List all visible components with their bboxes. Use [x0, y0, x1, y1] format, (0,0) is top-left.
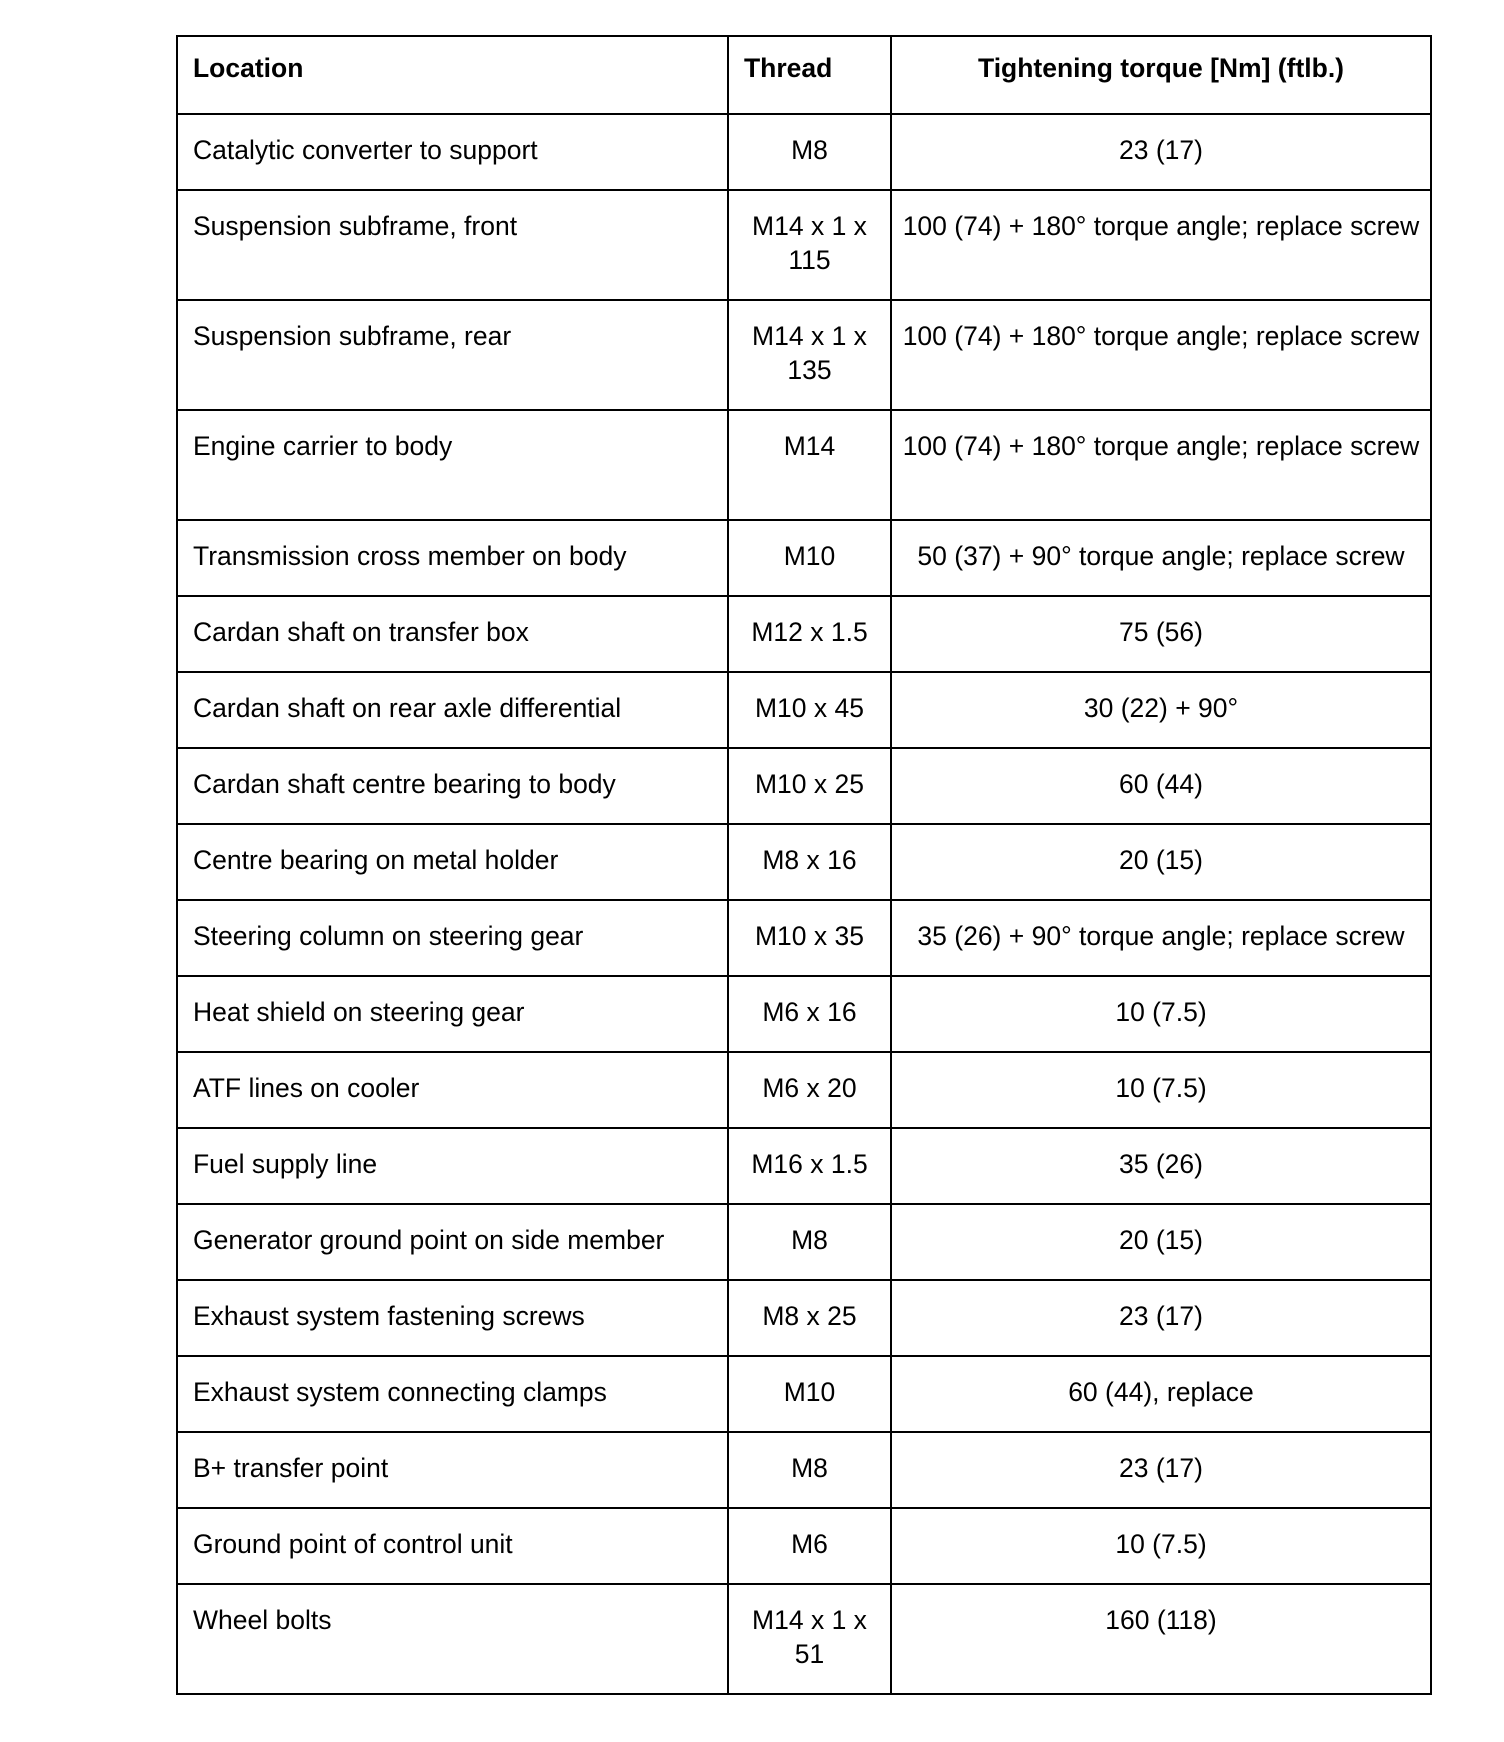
- cell-location: Suspension subframe, rear: [177, 300, 728, 410]
- cell-torque: 10 (7.5): [891, 1052, 1431, 1128]
- cell-location: ATF lines on cooler: [177, 1052, 728, 1128]
- cell-location: Exhaust system connecting clamps: [177, 1356, 728, 1432]
- table-row: [177, 1280, 1431, 1356]
- cell-thread: M16 x 1.5: [728, 1128, 891, 1204]
- table-row: [177, 1052, 1431, 1128]
- table-row: [177, 1432, 1431, 1508]
- header-row: [177, 36, 1431, 114]
- cell-torque: 35 (26) + 90° torque angle; replace screw: [891, 900, 1431, 976]
- table-row: [177, 1584, 1431, 1694]
- cell-torque: 23 (17): [891, 114, 1431, 190]
- cell-location: Suspension subframe, front: [177, 190, 728, 300]
- table-row: [177, 520, 1431, 596]
- cell-location: Generator ground point on side member: [177, 1204, 728, 1280]
- cell-torque: 60 (44), replace: [891, 1356, 1431, 1432]
- cell-thread: M12 x 1.5: [728, 596, 891, 672]
- cell-location: Steering column on steering gear: [177, 900, 728, 976]
- table-row: [177, 410, 1431, 520]
- table-row: [177, 976, 1431, 1052]
- cell-thread: M10 x 45: [728, 672, 891, 748]
- cell-torque: 75 (56): [891, 596, 1431, 672]
- cell-thread: M10 x 35: [728, 900, 891, 976]
- cell-torque: 20 (15): [891, 1204, 1431, 1280]
- table-row: [177, 300, 1431, 410]
- cell-location: Wheel bolts: [177, 1584, 728, 1694]
- header-torque: Tightening torque [Nm] (ftlb.): [891, 36, 1431, 114]
- table-row: [177, 1204, 1431, 1280]
- cell-torque: 100 (74) + 180° torque angle; replace screw: [891, 410, 1431, 520]
- cell-location: Centre bearing on metal holder: [177, 824, 728, 900]
- cell-location: B+ transfer point: [177, 1432, 728, 1508]
- table-row: [177, 824, 1431, 900]
- cell-torque: 35 (26): [891, 1128, 1431, 1204]
- cell-torque: 60 (44): [891, 748, 1431, 824]
- cell-thread: M10 x 25: [728, 748, 891, 824]
- cell-thread: M6 x 20: [728, 1052, 891, 1128]
- cell-thread: M10: [728, 520, 891, 596]
- cell-location: Cardan shaft on transfer box: [177, 596, 728, 672]
- cell-location: Cardan shaft centre bearing to body: [177, 748, 728, 824]
- cell-thread: M8 x 25: [728, 1280, 891, 1356]
- cell-thread: M14 x 1 x 115: [728, 190, 891, 300]
- cell-location: Cardan shaft on rear axle differential: [177, 672, 728, 748]
- cell-torque: 10 (7.5): [891, 976, 1431, 1052]
- cell-torque: 23 (17): [891, 1432, 1431, 1508]
- cell-torque: 10 (7.5): [891, 1508, 1431, 1584]
- cell-thread: M8 x 16: [728, 824, 891, 900]
- cell-thread: M14 x 1 x 51: [728, 1584, 891, 1694]
- cell-location: Exhaust system fastening screws: [177, 1280, 728, 1356]
- cell-torque: 23 (17): [891, 1280, 1431, 1356]
- cell-thread: M6: [728, 1508, 891, 1584]
- table-row: [177, 672, 1431, 748]
- cell-torque: 160 (118): [891, 1584, 1431, 1694]
- table-row: [177, 1508, 1431, 1584]
- table-row: [177, 114, 1431, 190]
- cell-location: Transmission cross member on body: [177, 520, 728, 596]
- table-row: [177, 1356, 1431, 1432]
- cell-location: Fuel supply line: [177, 1128, 728, 1204]
- table-row: [177, 900, 1431, 976]
- header-thread: Thread: [728, 36, 891, 114]
- cell-location: Engine carrier to body: [177, 410, 728, 520]
- cell-thread: M14 x 1 x 135: [728, 300, 891, 410]
- table-row: [177, 190, 1431, 300]
- cell-torque: 100 (74) + 180° torque angle; replace screw: [891, 300, 1431, 410]
- cell-thread: M10: [728, 1356, 891, 1432]
- cell-torque: 50 (37) + 90° torque angle; replace screw: [891, 520, 1431, 596]
- cell-thread: M6 x 16: [728, 976, 891, 1052]
- cell-torque: 30 (22) + 90°: [891, 672, 1431, 748]
- cell-thread: M8: [728, 114, 891, 190]
- cell-torque: 20 (15): [891, 824, 1431, 900]
- cell-thread: M8: [728, 1432, 891, 1508]
- cell-location: Ground point of control unit: [177, 1508, 728, 1584]
- header-location: Location: [177, 36, 728, 114]
- cell-thread: M8: [728, 1204, 891, 1280]
- table-row: [177, 1128, 1431, 1204]
- torque-table: [176, 35, 1432, 1695]
- cell-location: Heat shield on steering gear: [177, 976, 728, 1052]
- cell-location: Catalytic converter to support: [177, 114, 728, 190]
- cell-torque: 100 (74) + 180° torque angle; replace screw: [891, 190, 1431, 300]
- table-row: [177, 748, 1431, 824]
- cell-thread: M14: [728, 410, 891, 520]
- table-row: [177, 596, 1431, 672]
